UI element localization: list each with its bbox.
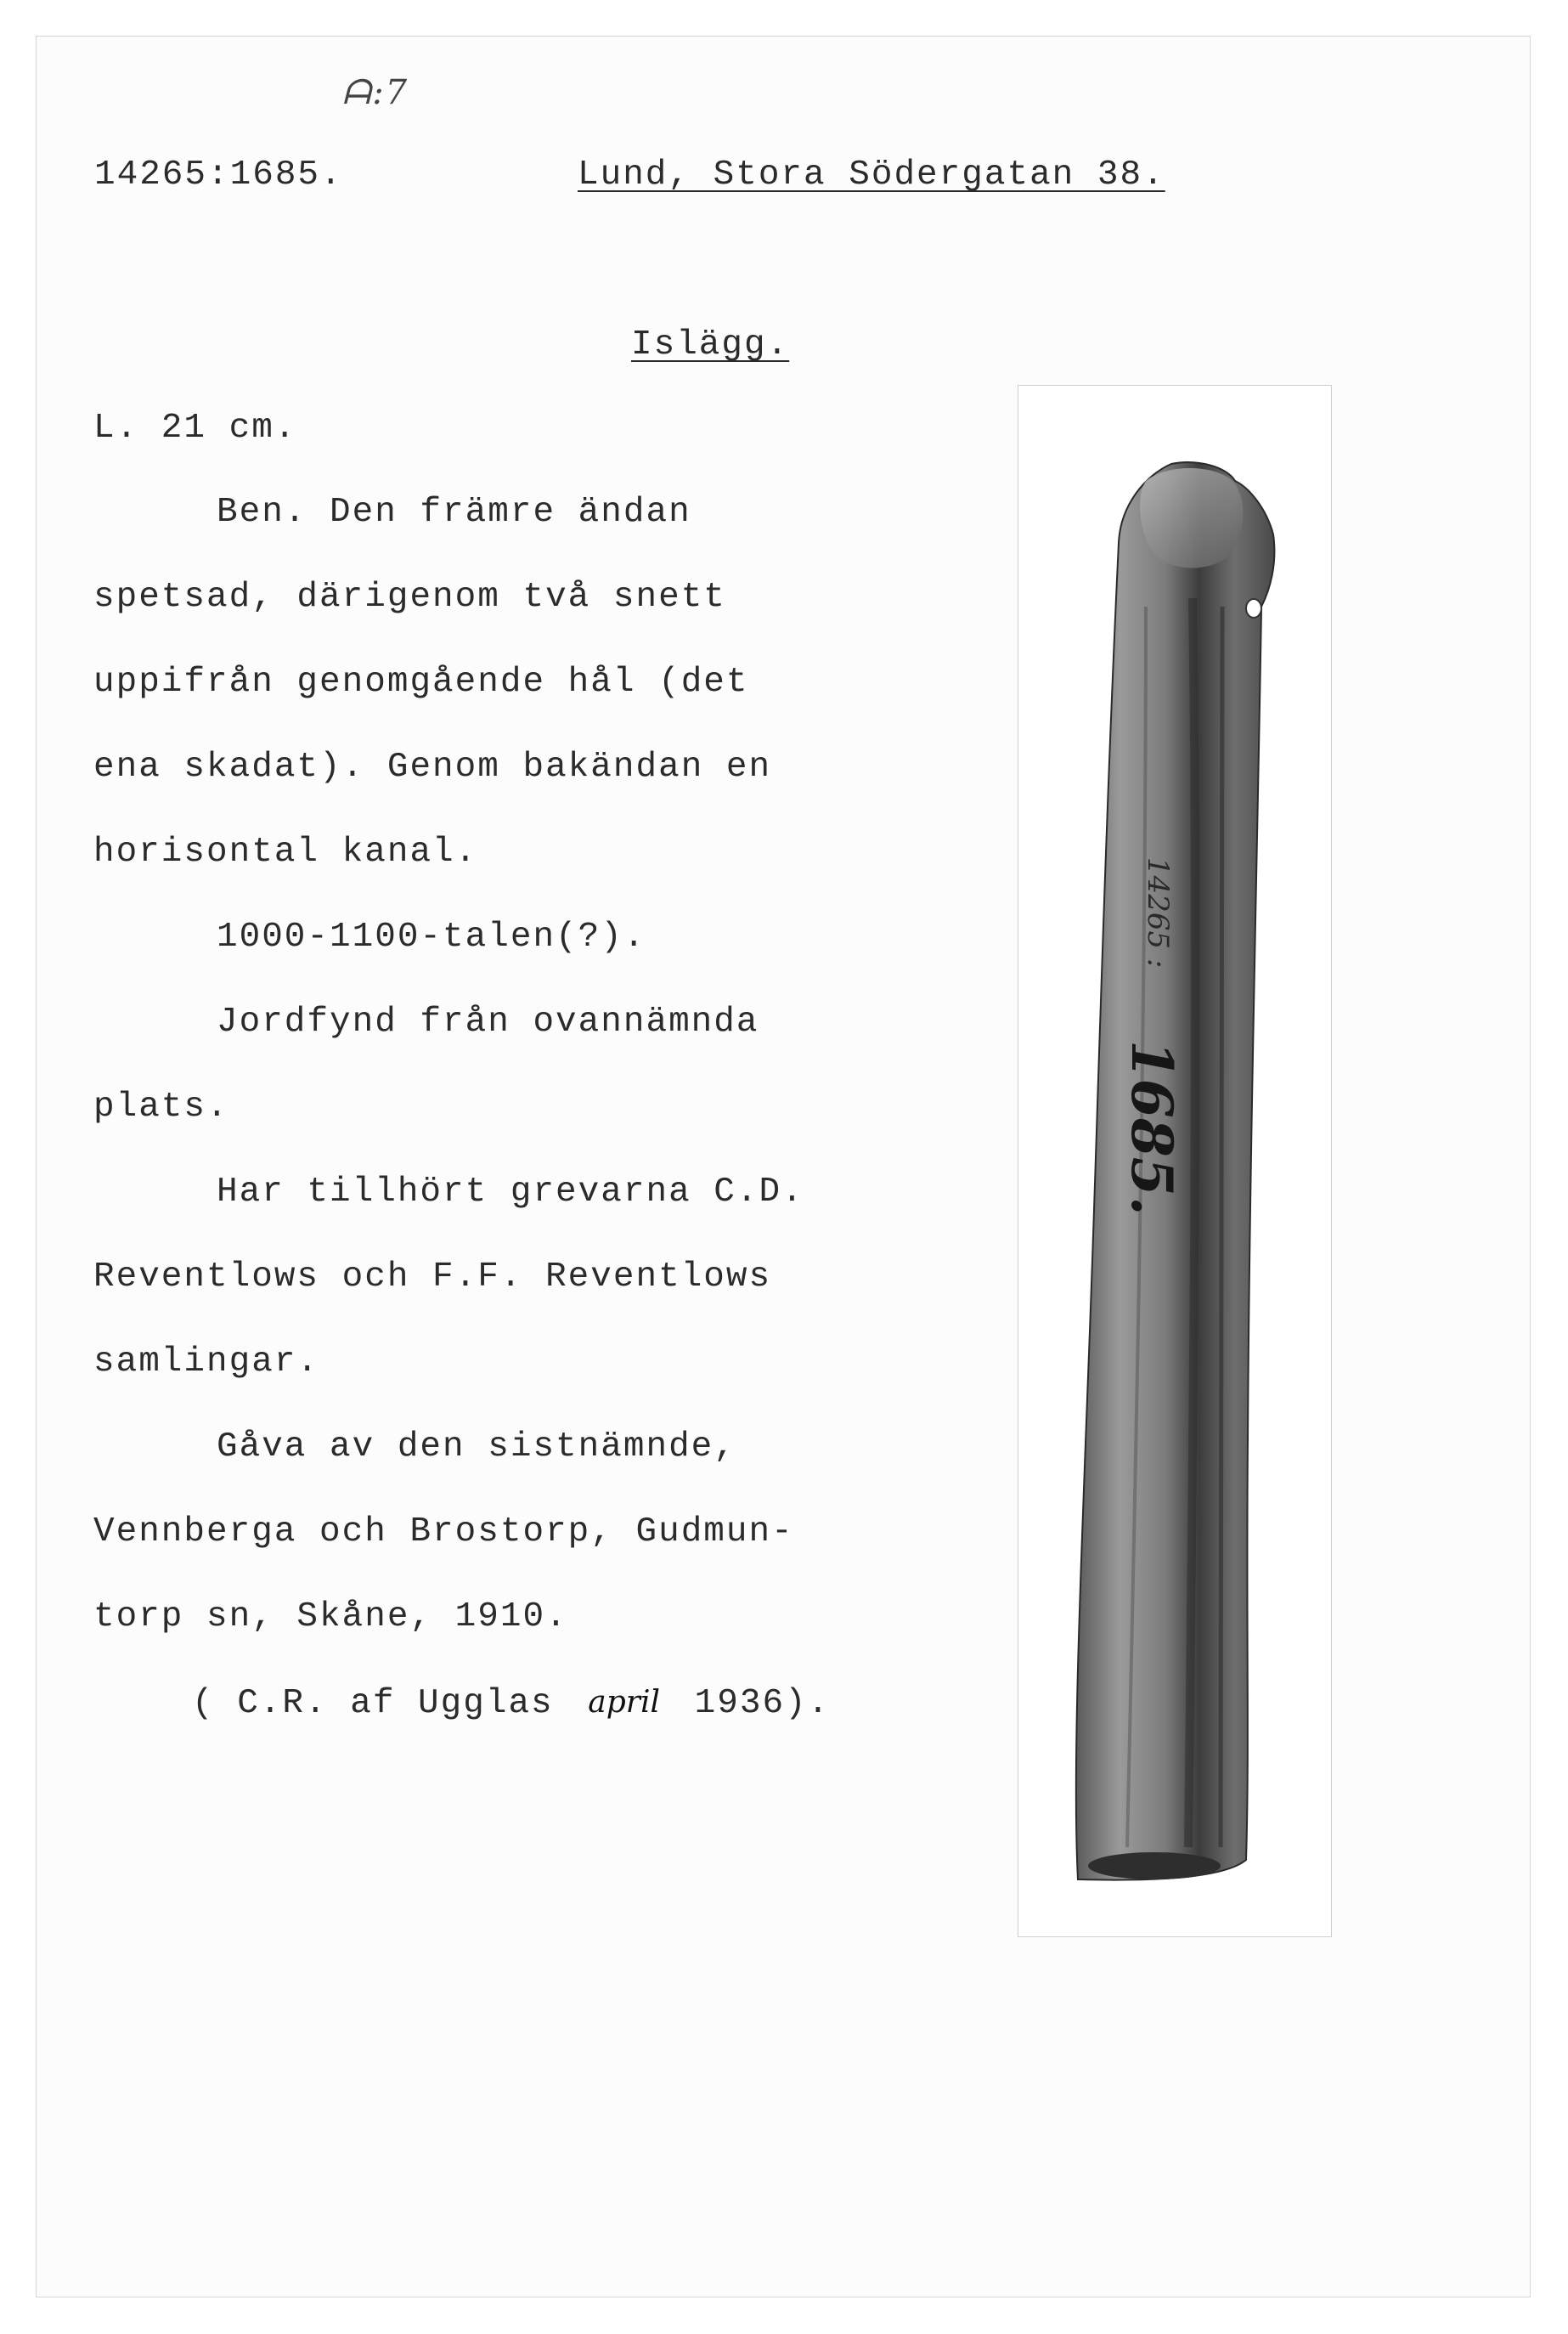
dating-line: 1000-1100-talen(?). <box>217 918 646 957</box>
provenance-line: samlingar. <box>93 1342 320 1382</box>
photo-inscription: 1685. <box>1119 1040 1185 1216</box>
corner-note: ᗩ:7 <box>342 73 409 112</box>
object-photograph <box>1018 385 1332 1937</box>
provenance-line: Har tillhört grevarna C.D. <box>217 1173 804 1212</box>
catalog-number: 14265:1685. <box>94 155 343 195</box>
description-line: Ben. Den främre ändan <box>217 493 691 532</box>
bone-tip <box>1140 468 1243 568</box>
find-context-line: Jordfynd från ovannämnda <box>217 1003 759 1042</box>
location-heading: Lund, Stora Södergatan 38. <box>578 155 1165 195</box>
description-line: ena skadat). Genom bakändan en <box>93 748 772 787</box>
find-context-line: plats. <box>93 1088 229 1127</box>
photo-inscription: 14265 : <box>1141 857 1175 969</box>
donation-line: Vennberga och Brostorp, Gudmun- <box>93 1512 794 1551</box>
description-line: uppifrån genomgående hål (det <box>93 663 749 702</box>
description-line: spetsad, därigenom två snett <box>93 578 726 617</box>
signature-name: ( C.R. af Ugglas <box>192 1684 554 1723</box>
object-title: Islägg. <box>631 325 790 365</box>
provenance-line: Reventlows och F.F. Reventlows <box>93 1257 772 1297</box>
bone-hole <box>1246 599 1261 618</box>
donation-line: torp sn, Skåne, 1910. <box>93 1597 568 1636</box>
bone-butt-end <box>1088 1852 1221 1879</box>
catalog-card <box>36 36 1531 2297</box>
description-line: horisontal kanal. <box>93 833 478 872</box>
signature-line <box>192 1684 831 1723</box>
handwritten-month: april <box>588 1685 661 1720</box>
signature-year: 1936). <box>694 1684 831 1723</box>
donation-line: Gåva av den sistnämnde, <box>217 1427 736 1467</box>
measurement-line: L. 21 cm. <box>93 409 297 448</box>
